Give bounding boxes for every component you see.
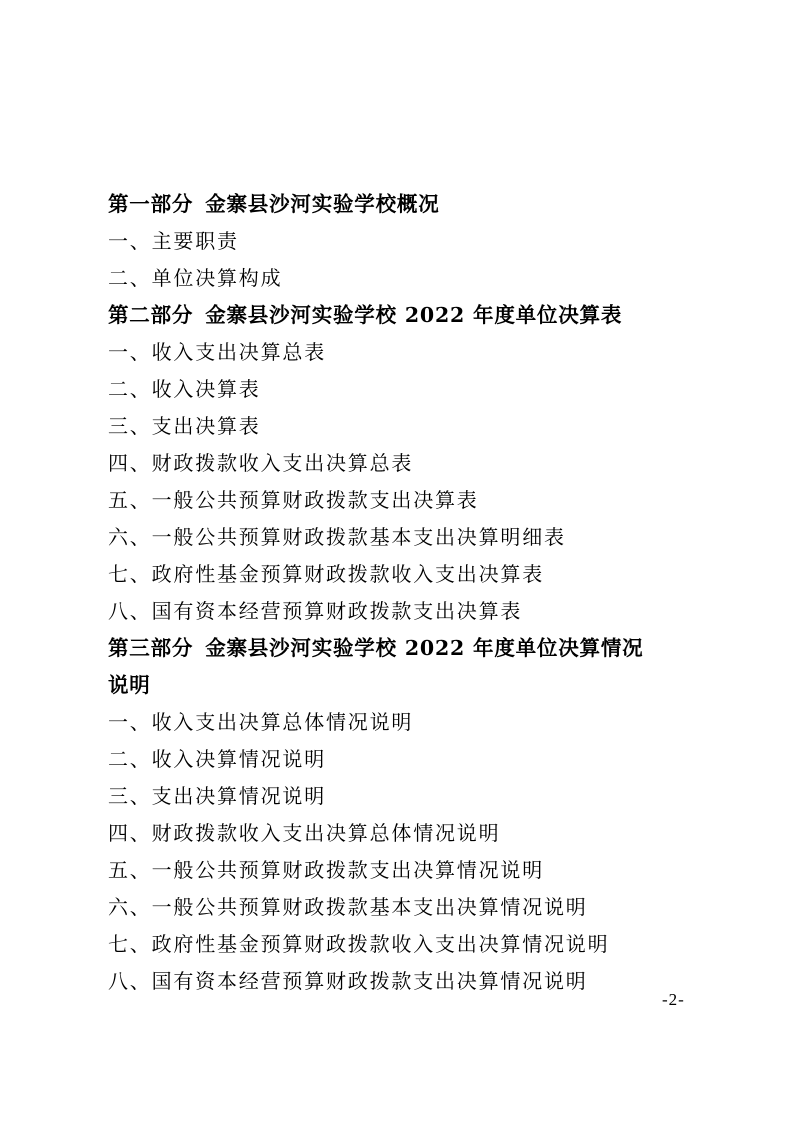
toc-item: 二、单位决算构成 (108, 266, 283, 290)
table-of-contents (108, 186, 708, 1000)
part-title-line-2: 说明 (108, 673, 151, 697)
toc-item: 二、收入决算情况说明 (108, 747, 326, 771)
toc-item: 五、一般公共预算财政拨款支出决算情况说明 (108, 858, 544, 882)
toc-part-3-heading (108, 630, 708, 667)
toc-item: 八、国有资本经营预算财政拨款支出决算表 (108, 599, 523, 623)
toc-item: 八、国有资本经营预算财政拨款支出决算情况说明 (108, 969, 588, 993)
part-title: 金寨县沙河实验学校 2022 年度单位决算表 (205, 303, 623, 327)
part-title: 金寨县沙河实验学校概况 (205, 192, 440, 216)
part-label: 第一部分 (108, 192, 194, 216)
part-label: 第三部分 (108, 636, 194, 660)
toc-item: 四、财政拨款收入支出决算总体情况说明 (108, 821, 501, 845)
toc-part-1-heading (108, 186, 708, 223)
toc-item: 五、一般公共预算财政拨款支出决算表 (108, 488, 479, 512)
toc-item: 三、支出决算表 (108, 414, 261, 438)
toc-item: 一、收入支出决算总表 (108, 340, 326, 364)
toc-item: 六、一般公共预算财政拨款基本支出决算情况说明 (108, 895, 588, 919)
toc-item: 六、一般公共预算财政拨款基本支出决算明细表 (108, 525, 566, 549)
toc-item: 二、收入决算表 (108, 377, 261, 401)
part-label: 第二部分 (108, 303, 194, 327)
toc-item: 一、主要职责 (108, 229, 239, 253)
toc-part-2-heading (108, 297, 708, 334)
page-number: -2- (662, 990, 685, 1009)
toc-item: 四、财政拨款收入支出决算总表 (108, 451, 414, 475)
part-title-line-1: 金寨县沙河实验学校 2022 年度单位决算情况 (205, 636, 644, 660)
toc-part-3-heading-continued (108, 667, 708, 704)
toc-item: 三、支出决算情况说明 (108, 784, 326, 808)
toc-item: 七、政府性基金预算财政拨款收入支出决算情况说明 (108, 932, 610, 956)
toc-item: 七、政府性基金预算财政拨款收入支出决算表 (108, 562, 544, 586)
toc-item: 一、收入支出决算总体情况说明 (108, 710, 414, 734)
